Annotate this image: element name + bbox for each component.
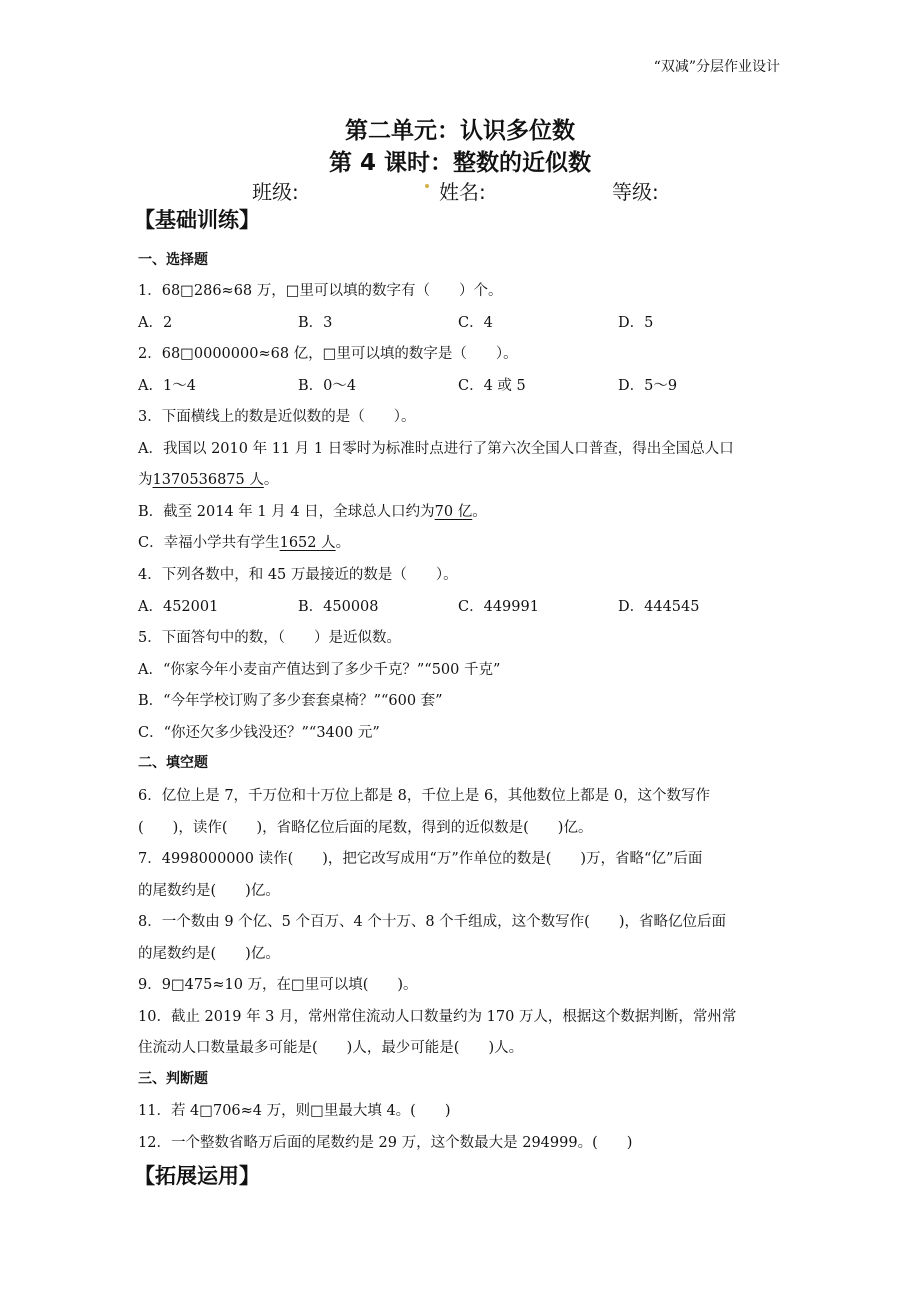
subsection-judge-heading: 三、判断题 [138, 1071, 208, 1087]
question-4: 4．下列各数中，和 45 万最接近的数是（ ）。 [138, 567, 458, 583]
question-8-line1: 8．一个数由 9 个亿、5 个百万、4 个十万、8 个千组成，这个数写作( )，省略亿位后面 [138, 914, 726, 930]
question-3: 3．下面横线上的数是近似数的是（ ）。 [138, 409, 416, 425]
q3-option-a-line2 [138, 468, 278, 489]
question-6-line1: 6．亿位上是 7，千万位和十万位上都是 8，千位上是 6，其他数位上都是 0，这个数写作 [138, 788, 711, 804]
q3-a-underlined-number: 1370536875 人 [152, 472, 264, 488]
q5-option-b: B．“今年学校订购了多少套套桌椅？”“600 套” [138, 693, 443, 709]
question-2: 2．68□0000000≈68 亿，□里可以填的数字是（ ）。 [138, 346, 518, 362]
q1-option-d: D．5 [618, 315, 654, 331]
section-extend-heading: 【拓展运用】 [134, 1164, 260, 1188]
question-7-line2: 的尾数约是( )亿。 [138, 883, 280, 899]
q3-option-a-line1: A．我国以 2010 年 11 月 1 日零时为标准时点进行了第六次全国人口普查，得出全国总人口 [138, 441, 734, 457]
q4-option-c: C．449991 [458, 599, 539, 615]
question-9: 9．9□475≈10 万，在□里可以填( )。 [138, 977, 418, 993]
subsection-choice-heading: 一、选择题 [138, 252, 208, 268]
q1-option-b: B．3 [298, 315, 333, 331]
question-7-line1: 7．4998000000 读作( )，把它改写成用“万”作单位的数是( )万，省略“亿”后面 [138, 851, 703, 867]
q2-option-c: C．4 或 5 [458, 378, 526, 394]
subsection-fill-heading: 二、填空题 [138, 755, 208, 771]
q3-b-underlined-number: 70 亿 [434, 504, 473, 520]
question-10-line2: 住流动人口数量最多可能是( )人，最少可能是( )人。 [138, 1040, 524, 1056]
q3-option-b [138, 500, 487, 521]
question-1: 1．68□286≈68 万，□里可以填的数字有（ ）个。 [138, 283, 503, 299]
lesson-title: 第 4 课时：整数的近似数 [328, 150, 592, 176]
q3-a-suffix: 。 [263, 472, 279, 488]
question-11: 11．若 4□706≈4 万，则□里最大填 4。( ) [138, 1103, 451, 1119]
q2-option-a: A．1～4 [138, 378, 196, 394]
class-label: 班级: [252, 180, 299, 204]
q5-option-a: A．“你家今年小麦亩产值达到了多少千克？”“500 千克” [138, 662, 501, 678]
q4-option-d: D．444545 [618, 599, 700, 615]
q3-option-c [138, 531, 350, 552]
question-8-line2: 的尾数约是( )亿。 [138, 946, 280, 962]
header-note: “双减”分层作业设计 [653, 59, 780, 75]
q1-option-c: C．4 [458, 315, 493, 331]
q3-b-prefix: B．截至 2014 年 1 月 4 日，全球总人口约为 [138, 504, 435, 520]
q3-a-prefix: 为 [138, 472, 153, 488]
q5-option-c: C．“你还欠多少钱没还？”“3400 元” [138, 725, 380, 741]
name-label: 姓名: [439, 180, 486, 204]
q2-option-b: B．0～4 [298, 378, 357, 394]
grade-label: 等级: [612, 180, 659, 204]
unit-title: 第二单元：认识多位数 [345, 118, 575, 144]
question-10-line1: 10．截止 2019 年 3 月，常州常住流动人口数量约为 170 万人，根据这个数据判断，常州常 [138, 1009, 737, 1025]
question-12: 12．一个整数省略万后面的尾数约是 29 万，这个数最大是 294999。( ) [138, 1135, 633, 1151]
question-6-line2: ( )，读作( )，省略亿位后面的尾数，得到的近似数是( )亿。 [138, 820, 593, 836]
q2-option-d: D．5～9 [618, 378, 678, 394]
question-5: 5．下面答句中的数，（ ）是近似数。 [138, 630, 401, 646]
q4-option-b: B．450008 [298, 599, 379, 615]
q3-c-underlined-number: 1652 人 [279, 535, 336, 551]
decorative-dot [425, 184, 429, 188]
q4-option-a: A．452001 [138, 599, 219, 615]
q3-c-suffix: 。 [335, 535, 351, 551]
q3-c-prefix: C．幸福小学共有学生 [138, 535, 280, 551]
q3-b-suffix: 。 [472, 504, 487, 520]
q1-option-a: A．2 [138, 315, 173, 331]
section-basic-heading: 【基础训练】 [134, 208, 260, 232]
